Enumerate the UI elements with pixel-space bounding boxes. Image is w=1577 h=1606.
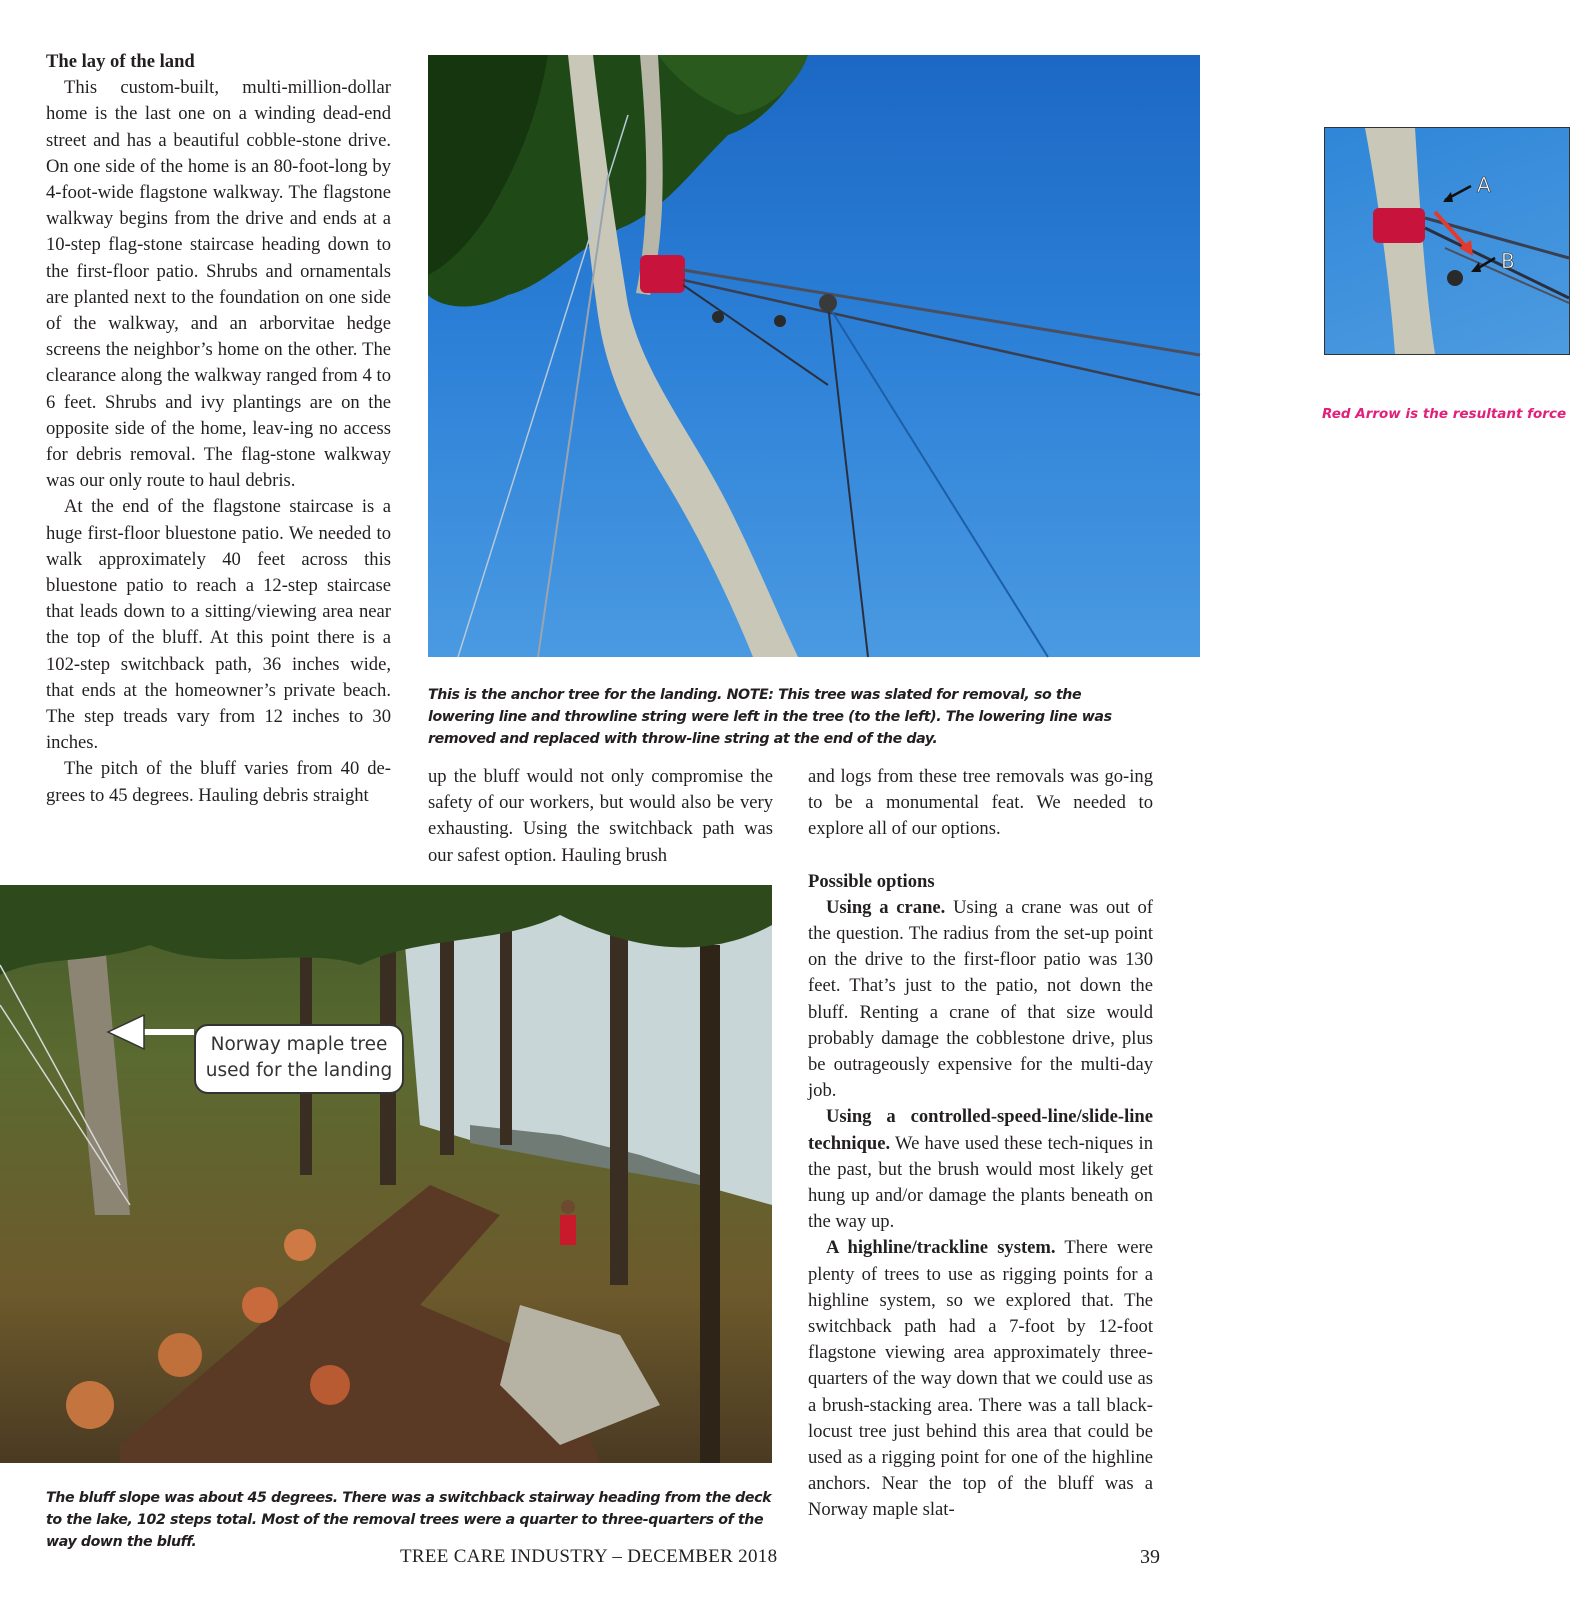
red-sling-icon	[640, 255, 685, 293]
lead-in: A highline/trackline system.	[826, 1237, 1056, 1259]
page-number: 39	[1140, 1546, 1160, 1568]
inset-detail-photo	[1315, 118, 1577, 438]
worker-figure	[560, 1215, 576, 1245]
section-heading-possible-options: Possible options	[808, 870, 935, 892]
paragraph: up the bluff would not only compromise the safety of our workers, but would also be very exhausting. Using the switchback path was our safest option. Hauling brush	[428, 766, 773, 866]
bluff-slope-photo	[0, 885, 772, 1463]
paragraph-crane: Using a crane. Using a crane was out of the question. The radius from the set-up point on the drive to the first-floor patio was 130 feet. That’s just to the patio, not down the bluff. Renting a crane of that size would probably damage the cobblestone drive, plus be outrageously expensive for the multi-day job.	[808, 896, 1154, 1102]
middle-column	[428, 764, 773, 869]
inset-legend	[1322, 359, 1572, 425]
legend-trackline: A = Trackline	[1322, 362, 1422, 378]
photo-caption-bottom: The bluff slope was about 45 degrees. There was a switchback stairway heading from the deck to the lake, 102 steps total. Most of the removal trees were a quarter to three-quarters of the way down the bluff.	[46, 1490, 772, 1550]
anchor-tree-photo	[428, 55, 1567, 657]
legend-haul-back: B = Haul back/ pull line	[1322, 384, 1499, 400]
paragraph: and logs from these tree removals was go-ing to be a monumental feat. We needed to explore all of our options.	[808, 766, 1153, 840]
callout-line: used for the landing	[205, 1060, 393, 1081]
paragraph: The pitch of the bluff varies from 40 de-grees to 45 degrees. Hauling debris straight	[46, 758, 391, 806]
paragraph: This custom-built, multi-million-dollar home is the last one on a winding dead-end street and has a beautiful cobble-stone drive. On one side of the home is an 80-foot-long by 4-foot-wide flagstone walkway. The flagstone walkway begins from the drive and ends at a 10-step flag-stone staircase heading down to the first-floor patio. Shrubs and ornamentals are planted next to the foundation on one side of the walkway, and an arborvitae hedge screens the neighbor’s home on the other. The clearance along the walkway ranged from 4 to 6 feet. Shrubs and ivy plantings are on the opposite side of the home, leav-ing no access for debris removal. The flag-stone walkway was our only route to haul debris.	[46, 77, 391, 492]
paragraph: At the end of the flagstone staircase is a huge first-floor bluestone patio. We needed to walk approximately 40 feet across this bluestone patio to reach a 12-step staircase that leads down to a sitting/viewing area near the top of the bluff. At this point there is a 102-step switchback path, 36 inches wide, that ends at the homeowner’s private beach. The step treads vary from 12 inches to 30 inches.	[46, 496, 391, 754]
inset-illustration	[1325, 128, 1569, 354]
norway-maple-callout	[194, 1024, 404, 1094]
inset-label-a: A	[1477, 173, 1491, 197]
right-column	[808, 764, 1153, 1524]
publication-footer: TREE CARE INDUSTRY – DECEMBER 2018	[400, 1546, 778, 1567]
lead-in: Using a controlled-speed-line/slide-line technique.	[808, 1106, 1153, 1154]
bluff-illustration	[0, 885, 772, 1463]
section-heading-lay-of-land: The lay of the land	[46, 51, 195, 72]
photo-caption-top: This is the anchor tree for the landing. NOTE: This tree was slated for removal, so the lowering line and throwline string were left in the tree (to the left). The lowering line was removed and replaced with throw-line string at the end of the day.	[428, 687, 1112, 747]
callout-line: Norway maple tree	[210, 1034, 388, 1055]
paragraph-highline: A highline/trackline system. There were plenty of trees to use as rigging points for a highline system, so we explored that. The switchback path had a 7-foot by 12-foot flagstone viewing area approximately three-quarters of the way down that we could use as a brush-stacking area. There was a tall black-locust tree just behind this area that could be used as a rigging point for one of the highline anchors. Near the top of the bluff was a Norway maple slat-	[808, 1237, 1153, 1521]
inset-frame	[1324, 127, 1570, 355]
pulley-icon	[819, 294, 837, 312]
anchor-tree-illustration	[428, 55, 1200, 657]
inset-label-b: B	[1501, 249, 1515, 273]
left-column	[46, 49, 391, 809]
paragraph-slide-line: Using a controlled-speed-line/slide-line technique. We have used these tech-niques in the past, but the brush would most likely get hung up and/or damage the plants beneath on the way up.	[808, 1106, 1153, 1233]
lead-in: Using a crane.	[826, 896, 946, 918]
legend-red-arrow: Red Arrow is the resultant force	[1322, 406, 1567, 422]
